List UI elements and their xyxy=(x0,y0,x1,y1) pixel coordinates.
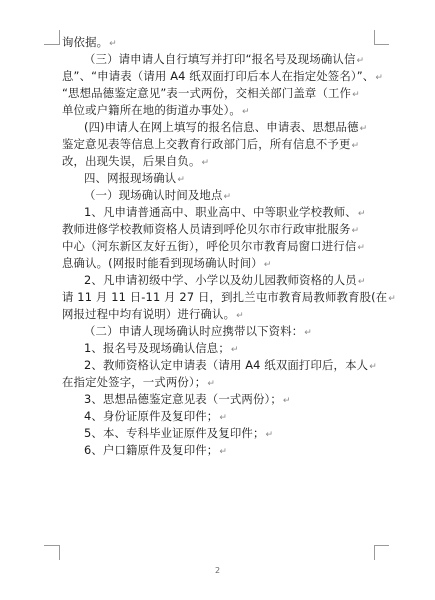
paragraph-mark-icon: ↵ xyxy=(219,413,228,423)
text-line xyxy=(62,170,374,187)
line-text: 1、凡申请普通高中、职业高中、中等职业学校教师、 xyxy=(84,205,357,219)
text-line xyxy=(62,204,374,221)
line-text: (四)申请人在网上填写的报名信息、申请表、思想品德 xyxy=(84,120,359,134)
paragraph-mark-icon: ↵ xyxy=(177,175,186,185)
text-line xyxy=(62,323,374,340)
paragraph-mark-icon: ↵ xyxy=(356,56,365,66)
line-text: 5、本、专科毕业证原件及复印件； xyxy=(84,426,265,440)
paragraph-mark-icon: ↵ xyxy=(241,107,250,117)
line-text: 1、报名号及现场确认信息； xyxy=(84,341,230,355)
paragraph-mark-icon: ↵ xyxy=(357,277,366,287)
paragraph-mark-icon: ↵ xyxy=(207,379,216,389)
paragraph-mark-icon: ↵ xyxy=(357,209,366,219)
paragraph-mark-icon: ↵ xyxy=(223,192,232,202)
line-text: （二）申请人现场确认时应携带以下资料： xyxy=(84,324,304,338)
paragraph-mark-icon: ↵ xyxy=(357,243,366,253)
text-line xyxy=(62,374,374,391)
paragraph-mark-icon: ↵ xyxy=(201,158,210,168)
text-line xyxy=(62,238,374,255)
line-text: 2、教师资格认定申请表（请用 A4 纸双面打印后，本人 xyxy=(84,358,369,372)
line-text: 网报过程中均有说明）进行确认。 xyxy=(62,307,236,321)
text-line xyxy=(62,68,384,85)
text-line xyxy=(62,442,374,459)
line-text: （一）现场确认时间及地点 xyxy=(84,188,223,202)
text-line xyxy=(62,102,374,119)
text-line xyxy=(62,289,396,306)
line-text: 单位或户籍所在地的街道办事处）。 xyxy=(62,103,241,117)
paragraph-mark-icon: ↵ xyxy=(219,447,228,457)
paragraph-mark-icon: ↵ xyxy=(352,90,360,100)
text-line xyxy=(62,408,374,425)
text-line xyxy=(62,187,374,204)
text-line xyxy=(62,51,374,68)
line-text: 教师进修学校教师资格人员请到呼伦贝尔市行政审批服务 xyxy=(62,222,351,236)
line-text: 请 11 月 11 日-11 月 27 日，到扎兰屯市教育局教师教育股(在 xyxy=(62,290,388,304)
paragraph-mark-icon: ↵ xyxy=(263,260,272,270)
text-line xyxy=(62,272,374,289)
paragraph-mark-icon: ↵ xyxy=(359,124,368,134)
text-line xyxy=(62,391,374,408)
text-line xyxy=(62,255,374,272)
paragraph-mark-icon: ↵ xyxy=(265,430,274,440)
line-text: 鉴定意见表等信息上交教育行政部门后，所有信息不予更 xyxy=(62,137,351,151)
line-text: 3、思想品德鉴定意见表（一式两份）； xyxy=(84,392,282,406)
text-line xyxy=(62,425,374,442)
line-text: 4、身份证原件及复印件； xyxy=(84,409,219,423)
line-text: 2、凡申请初级中学、小学以及幼儿园教师资格的人员 xyxy=(84,273,357,287)
text-line xyxy=(62,119,374,136)
paragraph-mark-icon: ↵ xyxy=(351,141,360,151)
line-text: 中心（河东新区友好五街），呼伦贝尔市教育局窗口进行信 xyxy=(62,239,357,253)
line-text: 询依据。 xyxy=(62,35,109,49)
paragraph-mark-icon: ↵ xyxy=(369,362,377,372)
line-text: 息确认。(网报时能看到现场确认时间） xyxy=(62,256,263,270)
line-text: 改，出现失误，后果自负。 xyxy=(62,154,201,168)
text-line xyxy=(62,85,374,102)
paragraph-mark-icon: ↵ xyxy=(109,39,117,49)
line-text: “思想品德鉴定意见”表一式两份，交相关部门盖章（工作 xyxy=(62,86,352,100)
text-line xyxy=(62,136,374,153)
paragraph-mark-icon: ↵ xyxy=(375,73,384,83)
paragraph-mark-icon: ↵ xyxy=(230,345,239,355)
paragraph-mark-icon: ↵ xyxy=(304,328,312,338)
text-line xyxy=(62,221,374,238)
text-line xyxy=(62,357,377,374)
line-text: 四、网报现场确认 xyxy=(84,171,177,185)
line-text: 6、户口籍原件及复印件； xyxy=(84,443,219,457)
line-text: 在指定处签字，一式两份）； xyxy=(62,375,207,389)
line-text: 息”、“申请表（请用 A4 纸双面打印后本人在指定处签名）”、 xyxy=(62,69,375,83)
paragraph-mark-icon: ↵ xyxy=(282,396,291,406)
text-line xyxy=(62,340,374,357)
text-line xyxy=(62,153,374,170)
line-text: （三）请申请人自行填写并打印“报名号及现场确认信 xyxy=(84,52,356,66)
text-line xyxy=(62,34,374,51)
page-number: 2 xyxy=(214,566,221,575)
text-line xyxy=(62,306,374,323)
paragraph-mark-icon: ↵ xyxy=(236,311,244,321)
document-body xyxy=(62,34,396,459)
paragraph-mark-icon: ↵ xyxy=(388,294,396,304)
paragraph-mark-icon: ↵ xyxy=(351,226,360,236)
